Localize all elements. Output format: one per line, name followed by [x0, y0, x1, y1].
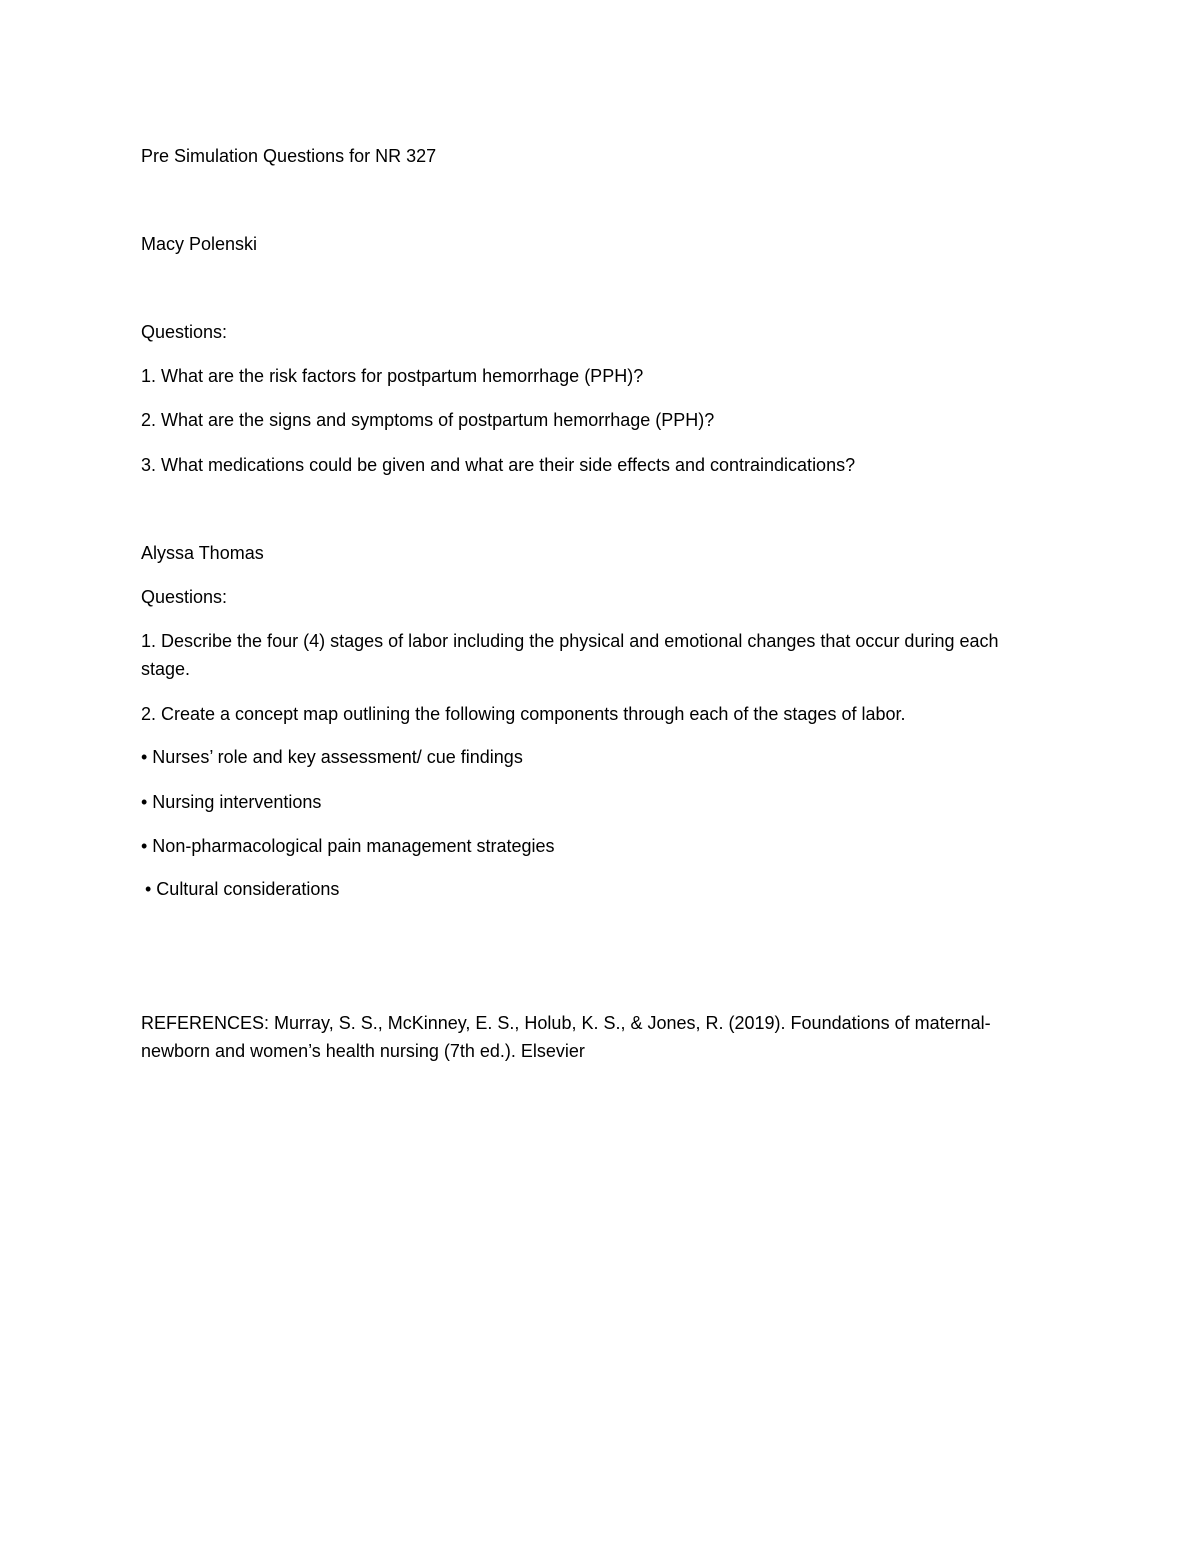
author-name: Macy Polenski — [141, 234, 258, 254]
bullet-item: • Nurses’ role and key assessment/ cue findings — [141, 747, 523, 767]
question-item: 1. What are the risk factors for postpartum hemorrhage (PPH)? — [141, 366, 644, 386]
question-item: 3. What medications could be given and what are their side effects and contraindications? — [141, 455, 856, 475]
author-name: Alyssa Thomas — [141, 543, 264, 563]
question-item: 1. Describe the four (4) stages of labor including the physical and emotional changes that occur during each stage. — [141, 631, 999, 679]
question-item: 2. What are the signs and symptoms of postpartum hemorrhage (PPH)? — [141, 410, 715, 430]
questions-heading: Questions: — [141, 587, 228, 607]
bullet-item: • Nursing interventions — [141, 792, 322, 812]
questions-heading: Questions: — [141, 322, 228, 342]
bullet-item: • Non-pharmacological pain management strategies — [141, 836, 555, 856]
bullet-item: • Cultural considerations — [145, 879, 340, 899]
references: REFERENCES: Murray, S. S., McKinney, E. S., Holub, K. S., & Jones, R. (2019). Foundations of maternal-newborn and women’s health nursing (7th ed.). Elsevier — [141, 1013, 991, 1061]
document-title: Pre Simulation Questions for NR 327 — [141, 146, 437, 166]
question-item: 2. Create a concept map outlining the following components through each of the stages of labor. — [141, 704, 906, 724]
